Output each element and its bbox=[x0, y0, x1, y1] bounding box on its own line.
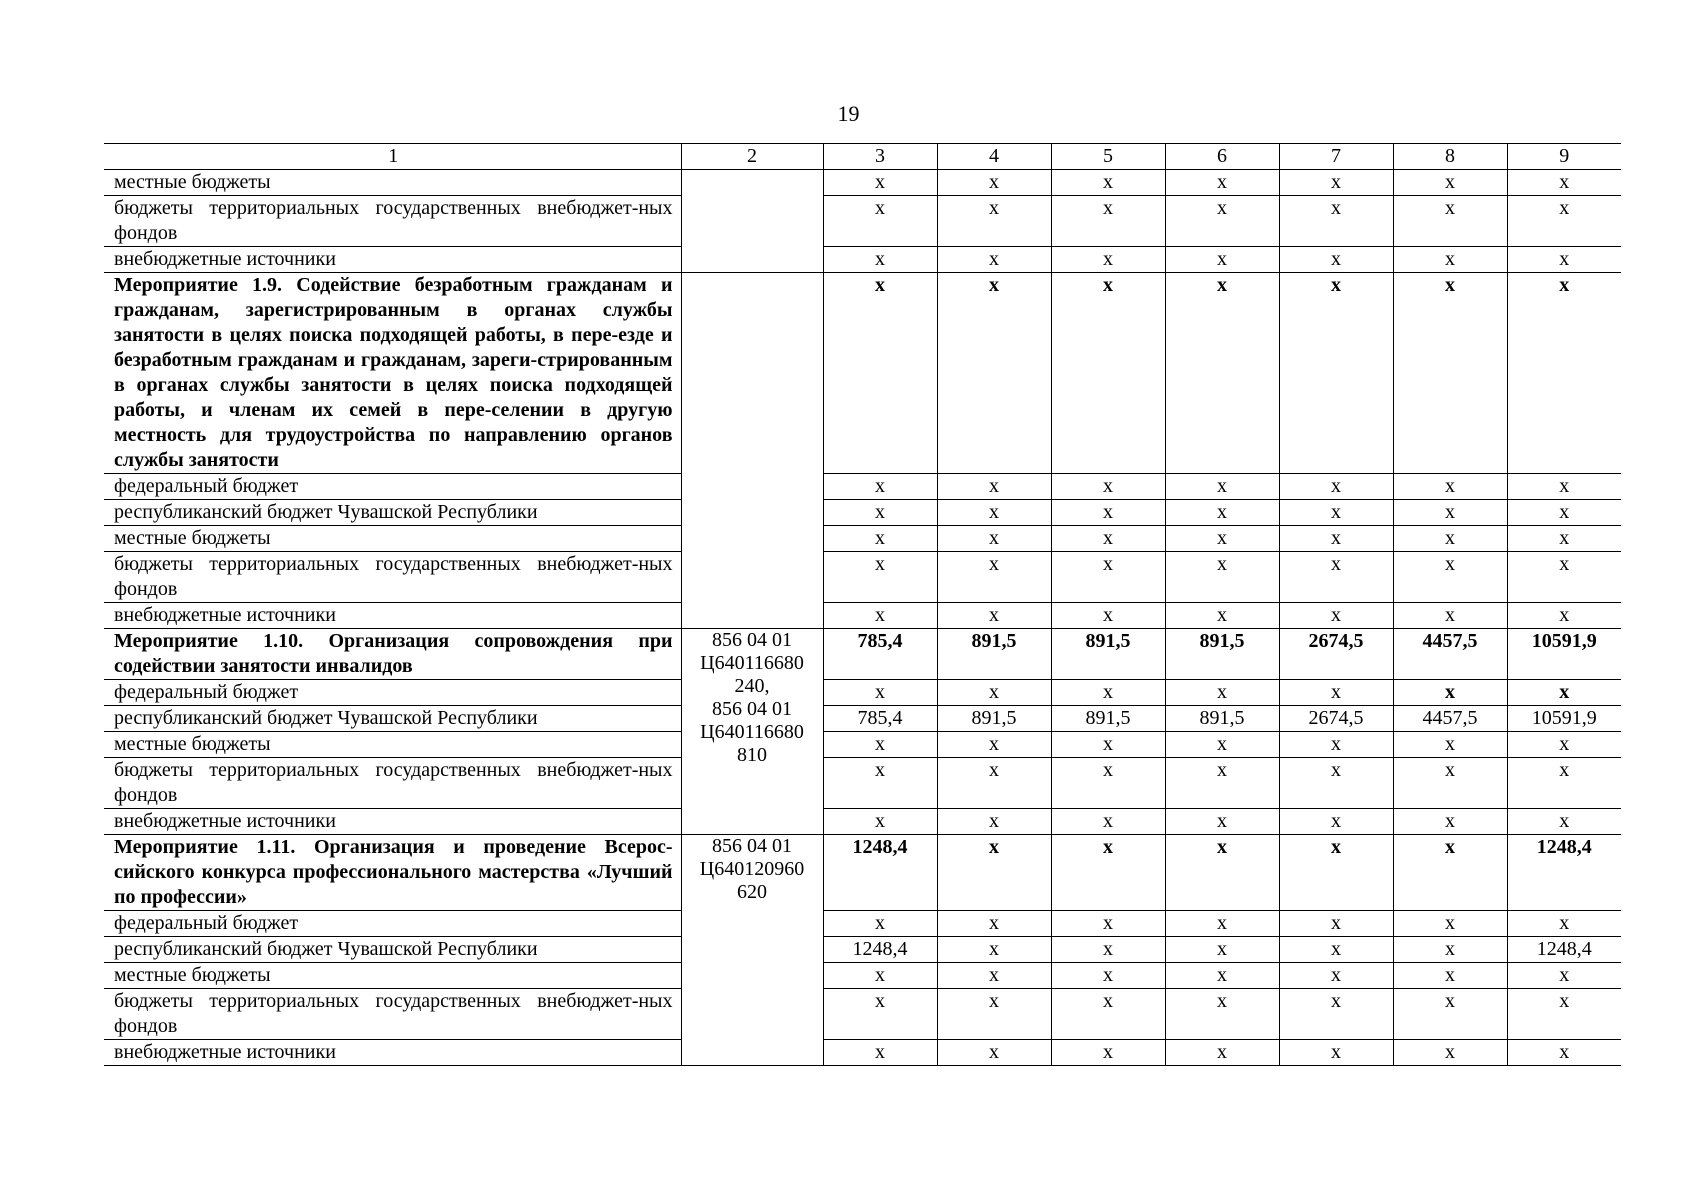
funding-value: х bbox=[1165, 526, 1279, 552]
measure-total-value: 10591,9 bbox=[1507, 629, 1621, 680]
funding-value: х bbox=[1165, 963, 1279, 989]
funding-value: 891,5 bbox=[937, 706, 1051, 732]
funding-value: х bbox=[1165, 603, 1279, 629]
measure-title-row bbox=[104, 273, 1621, 474]
funding-value: х bbox=[1051, 1040, 1165, 1066]
funding-source-row bbox=[104, 809, 1621, 835]
funding-value: х bbox=[937, 963, 1051, 989]
funding-value: х bbox=[937, 247, 1051, 273]
funding-value: х bbox=[1279, 809, 1393, 835]
funding-value: х bbox=[1279, 526, 1393, 552]
funding-value: х bbox=[1165, 1040, 1279, 1066]
funding-value: х bbox=[1507, 247, 1621, 273]
measure-total-value: 1248,4 bbox=[1507, 835, 1621, 911]
funding-value: х bbox=[1051, 247, 1165, 273]
budget-code: 856 04 01 Ц640116680 240, 856 04 01 Ц640116680 810 bbox=[681, 629, 823, 835]
funding-value: 891,5 bbox=[1165, 706, 1279, 732]
measure-total-value: 1248,4 bbox=[823, 835, 937, 911]
measure-total-value: 785,4 bbox=[823, 629, 937, 680]
funding-value: х bbox=[1051, 989, 1165, 1040]
funding-value: х bbox=[1279, 1040, 1393, 1066]
funding-source-row bbox=[104, 732, 1621, 758]
measure-total-value: х bbox=[1279, 835, 1393, 911]
column-number-2: 2 bbox=[681, 144, 823, 170]
funding-source-label: бюджеты территориальных государственных внебюджет-ных фондов bbox=[104, 758, 681, 809]
funding-source-row bbox=[104, 911, 1621, 937]
funding-value: х bbox=[937, 196, 1051, 247]
funding-value: х bbox=[1393, 680, 1507, 706]
funding-value: х bbox=[937, 474, 1051, 500]
funding-value: х bbox=[823, 911, 937, 937]
funding-value: х bbox=[1165, 247, 1279, 273]
column-number-9: 9 bbox=[1507, 144, 1621, 170]
funding-source-label: федеральный бюджет bbox=[104, 680, 681, 706]
measure-total-value: х bbox=[1165, 273, 1279, 474]
funding-value: х bbox=[823, 247, 937, 273]
funding-value: х bbox=[937, 603, 1051, 629]
funding-source-label: внебюджетные источники bbox=[104, 247, 681, 273]
funding-value: х bbox=[1507, 500, 1621, 526]
funding-value: х bbox=[1165, 758, 1279, 809]
funding-value: х bbox=[823, 758, 937, 809]
funding-source-row bbox=[104, 963, 1621, 989]
funding-value: х bbox=[1279, 196, 1393, 247]
funding-value: 785,4 bbox=[823, 706, 937, 732]
funding-value: х bbox=[1279, 732, 1393, 758]
funding-value: х bbox=[1165, 911, 1279, 937]
measure-title: Мероприятие 1.9. Содействие безработным гражданам и гражданам, зарегистрированным в органах службы занятости в целях поиска подходящей работы, в пере-езде и безработным гражданам и гражданам, зареги-стрированным в органах службы занятости в целях поиска подходящей работы, и членам их семей в пере-селении в другую местность для трудоустройства по направлению органов службы занятости bbox=[104, 273, 681, 474]
funding-value: х bbox=[823, 552, 937, 603]
measure-total-value: 891,5 bbox=[1165, 629, 1279, 680]
funding-source-row bbox=[104, 603, 1621, 629]
funding-value: 1248,4 bbox=[1507, 937, 1621, 963]
measure-total-value: 4457,5 bbox=[1393, 629, 1507, 680]
funding-value: х bbox=[1279, 911, 1393, 937]
funding-value: х bbox=[937, 732, 1051, 758]
funding-value: х bbox=[937, 809, 1051, 835]
funding-value: х bbox=[1393, 758, 1507, 809]
funding-value: х bbox=[1393, 937, 1507, 963]
funding-value: х bbox=[1393, 809, 1507, 835]
funding-value: х bbox=[1051, 963, 1165, 989]
funding-source-row bbox=[104, 552, 1621, 603]
measure-title-row bbox=[104, 835, 1621, 911]
funding-value: х bbox=[823, 989, 937, 1040]
funding-value: х bbox=[823, 526, 937, 552]
measure-total-value: х bbox=[937, 835, 1051, 911]
funding-value: х bbox=[1507, 989, 1621, 1040]
budget-code bbox=[681, 170, 823, 273]
funding-value: х bbox=[1165, 989, 1279, 1040]
funding-value: х bbox=[1051, 526, 1165, 552]
column-number-3: 3 bbox=[823, 144, 937, 170]
column-number-6: 6 bbox=[1165, 144, 1279, 170]
funding-value: х bbox=[1393, 247, 1507, 273]
measure-total-value: х bbox=[1165, 835, 1279, 911]
funding-value: х bbox=[1393, 170, 1507, 196]
funding-value: х bbox=[1051, 500, 1165, 526]
funding-source-row bbox=[104, 500, 1621, 526]
funding-source-label: федеральный бюджет bbox=[104, 911, 681, 937]
funding-value: х bbox=[1051, 911, 1165, 937]
funding-value: х bbox=[1393, 196, 1507, 247]
measure-total-value: х bbox=[1393, 273, 1507, 474]
funding-source-row bbox=[104, 706, 1621, 732]
measure-total-value: х bbox=[937, 273, 1051, 474]
budget-code bbox=[681, 273, 823, 629]
funding-value: х bbox=[1279, 500, 1393, 526]
funding-value: х bbox=[937, 937, 1051, 963]
funding-source-label: внебюджетные источники bbox=[104, 1040, 681, 1066]
page-number: 19 bbox=[837, 101, 860, 126]
funding-value: х bbox=[1165, 732, 1279, 758]
funding-value: х bbox=[1393, 526, 1507, 552]
funding-value: х bbox=[1051, 474, 1165, 500]
measure-title: Мероприятие 1.11. Организация и проведение Всерос-сийского конкурса профессионального мастерства «Лучший по профессии» bbox=[104, 835, 681, 911]
funding-value: х bbox=[1279, 170, 1393, 196]
measure-total-value: х bbox=[1279, 273, 1393, 474]
funding-value: х bbox=[1393, 552, 1507, 603]
funding-value: х bbox=[1393, 500, 1507, 526]
funding-source-label: бюджеты территориальных государственных внебюджет-ных фондов bbox=[104, 552, 681, 603]
funding-value: х bbox=[937, 911, 1051, 937]
funding-value: х bbox=[823, 680, 937, 706]
funding-value: х bbox=[1165, 937, 1279, 963]
measure-total-value: х bbox=[1507, 273, 1621, 474]
funding-value: х bbox=[937, 1040, 1051, 1066]
funding-value: х bbox=[1507, 732, 1621, 758]
funding-value: х bbox=[1051, 732, 1165, 758]
funding-value: х bbox=[1279, 758, 1393, 809]
funding-value: х bbox=[823, 809, 937, 835]
funding-value: х bbox=[1393, 1040, 1507, 1066]
measure-total-value: 2674,5 bbox=[1279, 629, 1393, 680]
funding-source-label: местные бюджеты bbox=[104, 732, 681, 758]
funding-value: х bbox=[1507, 552, 1621, 603]
funding-value: х bbox=[937, 552, 1051, 603]
funding-value: х bbox=[1393, 474, 1507, 500]
column-number-8: 8 bbox=[1393, 144, 1507, 170]
funding-value: х bbox=[1165, 552, 1279, 603]
funding-value: х bbox=[1165, 809, 1279, 835]
funding-source-row bbox=[104, 758, 1621, 809]
funding-value: х bbox=[1507, 196, 1621, 247]
funding-source-row bbox=[104, 680, 1621, 706]
funding-source-label: бюджеты территориальных государственных внебюджет-ных фондов bbox=[104, 989, 681, 1040]
funding-value: х bbox=[823, 170, 937, 196]
funding-value: х bbox=[1165, 170, 1279, 196]
funding-value: х bbox=[1507, 1040, 1621, 1066]
measure-total-value: х bbox=[1051, 273, 1165, 474]
measure-total-value: 891,5 bbox=[937, 629, 1051, 680]
budget-table bbox=[104, 143, 1621, 1066]
funding-value: х bbox=[1507, 680, 1621, 706]
funding-value: х bbox=[1507, 809, 1621, 835]
funding-source-label: местные бюджеты bbox=[104, 963, 681, 989]
funding-source-label: внебюджетные источники bbox=[104, 603, 681, 629]
funding-value: х bbox=[937, 758, 1051, 809]
funding-value: х bbox=[1507, 526, 1621, 552]
funding-source-row bbox=[104, 247, 1621, 273]
column-number-5: 5 bbox=[1051, 144, 1165, 170]
column-number-4: 4 bbox=[937, 144, 1051, 170]
funding-value: х bbox=[1393, 963, 1507, 989]
funding-value: х bbox=[1507, 911, 1621, 937]
funding-source-label: бюджеты территориальных государственных внебюджет-ных фондов bbox=[104, 196, 681, 247]
funding-source-label: федеральный бюджет bbox=[104, 474, 681, 500]
funding-value: х bbox=[1279, 474, 1393, 500]
funding-value: х bbox=[1051, 170, 1165, 196]
funding-value: х bbox=[1507, 474, 1621, 500]
funding-value: х bbox=[1051, 809, 1165, 835]
funding-value: х bbox=[1393, 732, 1507, 758]
funding-value: х bbox=[823, 603, 937, 629]
column-number-1: 1 bbox=[104, 144, 681, 170]
measure-title-row bbox=[104, 629, 1621, 680]
funding-value: х bbox=[937, 680, 1051, 706]
funding-value: х bbox=[937, 170, 1051, 196]
funding-value: х bbox=[1165, 680, 1279, 706]
funding-value: х bbox=[1393, 603, 1507, 629]
funding-source-row bbox=[104, 170, 1621, 196]
funding-value: х bbox=[937, 989, 1051, 1040]
funding-value: х bbox=[1279, 963, 1393, 989]
funding-source-label: республиканский бюджет Чувашской Республики bbox=[104, 706, 681, 732]
funding-value: х bbox=[1279, 603, 1393, 629]
funding-value: х bbox=[823, 196, 937, 247]
funding-value: х bbox=[1279, 247, 1393, 273]
funding-source-label: местные бюджеты bbox=[104, 170, 681, 196]
funding-source-row bbox=[104, 526, 1621, 552]
funding-source-row bbox=[104, 937, 1621, 963]
funding-value: 1248,4 bbox=[823, 937, 937, 963]
funding-value: х bbox=[1051, 603, 1165, 629]
funding-value: 2674,5 bbox=[1279, 706, 1393, 732]
funding-value: х bbox=[823, 963, 937, 989]
funding-value: х bbox=[1051, 680, 1165, 706]
funding-value: х bbox=[1507, 603, 1621, 629]
funding-source-row bbox=[104, 196, 1621, 247]
funding-value: х bbox=[937, 526, 1051, 552]
funding-source-label: внебюджетные источники bbox=[104, 809, 681, 835]
funding-value: х bbox=[1279, 680, 1393, 706]
funding-source-row bbox=[104, 1040, 1621, 1066]
funding-value: х bbox=[1507, 758, 1621, 809]
funding-value: х bbox=[1393, 911, 1507, 937]
funding-value: х bbox=[1165, 196, 1279, 247]
funding-value: х bbox=[1051, 552, 1165, 603]
measure-title: Мероприятие 1.10. Организация сопровождения при содействии занятости инвалидов bbox=[104, 629, 681, 680]
funding-value: 10591,9 bbox=[1507, 706, 1621, 732]
funding-source-label: республиканский бюджет Чувашской Республики bbox=[104, 500, 681, 526]
funding-value: х bbox=[823, 500, 937, 526]
funding-source-row bbox=[104, 989, 1621, 1040]
funding-value: х bbox=[823, 732, 937, 758]
funding-value: х bbox=[1393, 989, 1507, 1040]
funding-value: х bbox=[1507, 963, 1621, 989]
funding-source-label: местные бюджеты bbox=[104, 526, 681, 552]
column-number-row bbox=[104, 144, 1621, 170]
measure-total-value: 891,5 bbox=[1051, 629, 1165, 680]
funding-value: х bbox=[1051, 937, 1165, 963]
funding-value: 4457,5 bbox=[1393, 706, 1507, 732]
funding-value: х bbox=[1051, 758, 1165, 809]
funding-value: х bbox=[1279, 552, 1393, 603]
funding-value: х bbox=[1165, 474, 1279, 500]
funding-value: х bbox=[937, 500, 1051, 526]
funding-value: х bbox=[1165, 500, 1279, 526]
funding-value: х bbox=[1279, 937, 1393, 963]
measure-total-value: х bbox=[1051, 835, 1165, 911]
funding-value: х bbox=[823, 1040, 937, 1066]
budget-code: 856 04 01 Ц640120960 620 bbox=[681, 835, 823, 1066]
funding-value: 891,5 bbox=[1051, 706, 1165, 732]
measure-total-value: х bbox=[1393, 835, 1507, 911]
funding-value: х bbox=[1507, 170, 1621, 196]
column-number-7: 7 bbox=[1279, 144, 1393, 170]
funding-source-row bbox=[104, 474, 1621, 500]
funding-value: х bbox=[1279, 989, 1393, 1040]
measure-total-value: х bbox=[823, 273, 937, 474]
funding-value: х bbox=[823, 474, 937, 500]
funding-source-label: республиканский бюджет Чувашской Республики bbox=[104, 937, 681, 963]
funding-value: х bbox=[1051, 196, 1165, 247]
